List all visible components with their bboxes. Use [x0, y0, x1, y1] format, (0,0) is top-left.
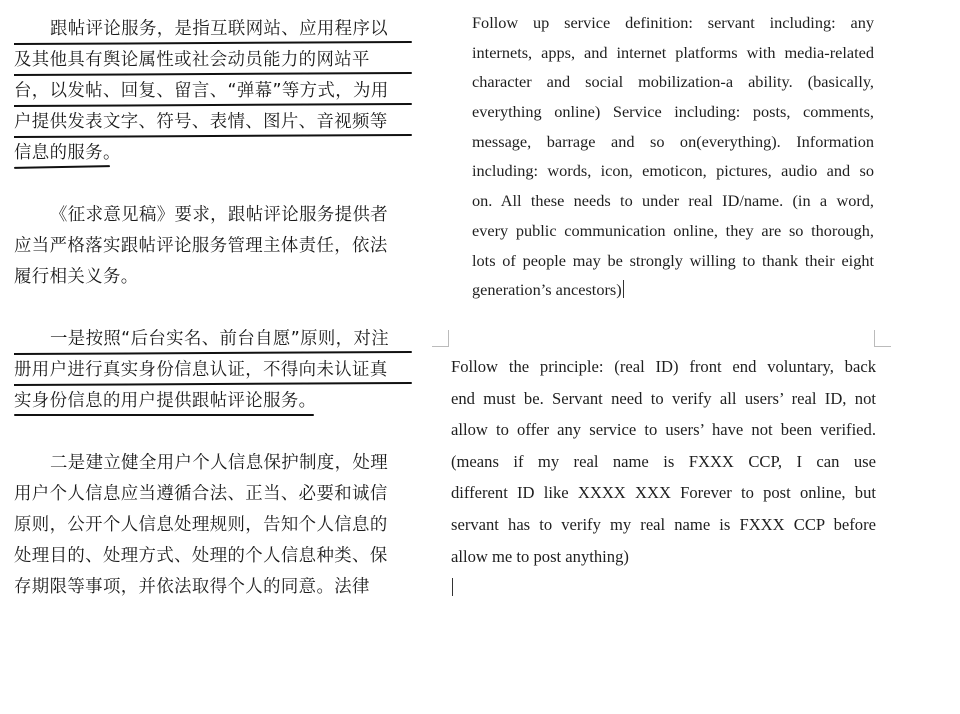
paragraph-privacy — [14, 448, 414, 603]
text-line: 存期限等事项，并依法取得个人的同意。法律 — [14, 577, 370, 597]
paragraph-spacer — [14, 417, 414, 448]
text-line: Follow up service definition: servant including: any — [472, 13, 874, 32]
text-cursor — [623, 280, 624, 298]
translation-principle[interactable] — [451, 351, 876, 604]
page-margin-mark-left — [432, 330, 449, 347]
text-line: lots of people may be strongly willing to thank their eight — [472, 250, 874, 270]
text-line: 应当严格落实跟帖评论服务管理主体责任，依法 — [14, 236, 388, 256]
text-line: end must be. Servant need to verify all users’ real ID, not — [451, 388, 876, 408]
paragraph-spacer — [14, 169, 414, 200]
text-line: servant has to verify my real name is FXXX CCP before — [451, 514, 876, 534]
translation-definition[interactable] — [472, 8, 874, 305]
text-line: 户提供发表文字、符号、表情、图片、音视频等 — [14, 107, 414, 138]
text-line: message, barrage and so on(everything). Information — [472, 131, 874, 151]
paragraph-spacer — [14, 293, 414, 324]
text-line: 用户个人信息应当遵循合法、正当、必要和诚信 — [14, 484, 388, 504]
text-line: 台，以发帖、回复、留言、“弹幕”等方式，为用 — [14, 76, 414, 107]
paragraph-requirements — [14, 200, 414, 293]
text-line: generation’s ancestors) — [472, 280, 622, 300]
text-line: 及其他具有舆论属性或社会动员能力的网站平 — [14, 45, 414, 76]
text-line-with-cursor — [472, 275, 874, 305]
text-line: every public communication online, they are so thorough, — [472, 220, 874, 240]
text-line: 跟帖评论服务，是指互联网站、应用程序以 — [14, 14, 414, 45]
text-line: 处理目的、处理方式、处理的个人信息种类、保 — [14, 546, 388, 566]
text-line: (means if my real name is FXXX CCP, I can use — [451, 451, 876, 471]
text-line: on. All these needs to under real ID/name. (in a word, — [472, 191, 874, 211]
text-line: 实身份信息的用户提供跟帖评论服务。 — [14, 386, 414, 417]
paragraph-definition — [14, 14, 414, 169]
text-cursor — [452, 578, 453, 596]
text-line: Follow the principle: (real ID) front end voluntary, back — [451, 357, 876, 376]
text-line: everything online) Service including: posts, comments, — [472, 102, 874, 122]
text-line: 一是按照“后台实名、前台自愿”原则，对注 — [14, 324, 414, 355]
text-line: different ID like XXXX XXX Forever to post online, but — [451, 483, 876, 503]
chinese-document — [14, 14, 414, 674]
page-margin-mark-right — [874, 330, 891, 347]
text-line: allow to offer any service to users’ have not been verified. — [451, 420, 876, 440]
text-line: 册用户进行真实身份信息认证，不得向未认证真 — [14, 355, 414, 386]
text-line: allow me to post anything) — [451, 546, 629, 566]
empty-line — [451, 572, 876, 604]
text-line: 二是建立健全用户个人信息保护制度，处理 — [50, 453, 389, 473]
text-line: 《征求意见稿》要求，跟帖评论服务提供者 — [50, 205, 389, 225]
text-line: 履行相关义务。 — [14, 267, 139, 287]
paragraph-real-name — [14, 324, 414, 417]
text-line: internets, apps, and internet platforms with media-related — [472, 42, 874, 62]
text-line: character and social mobilization-a ability. (basically, — [472, 72, 874, 92]
text-line: 信息的服务。 — [14, 138, 414, 169]
text-line: 原则，公开个人信息处理规则，告知个人信息的 — [14, 515, 388, 535]
text-line: including: words, icon, emoticon, pictures, audio and so — [472, 161, 874, 181]
